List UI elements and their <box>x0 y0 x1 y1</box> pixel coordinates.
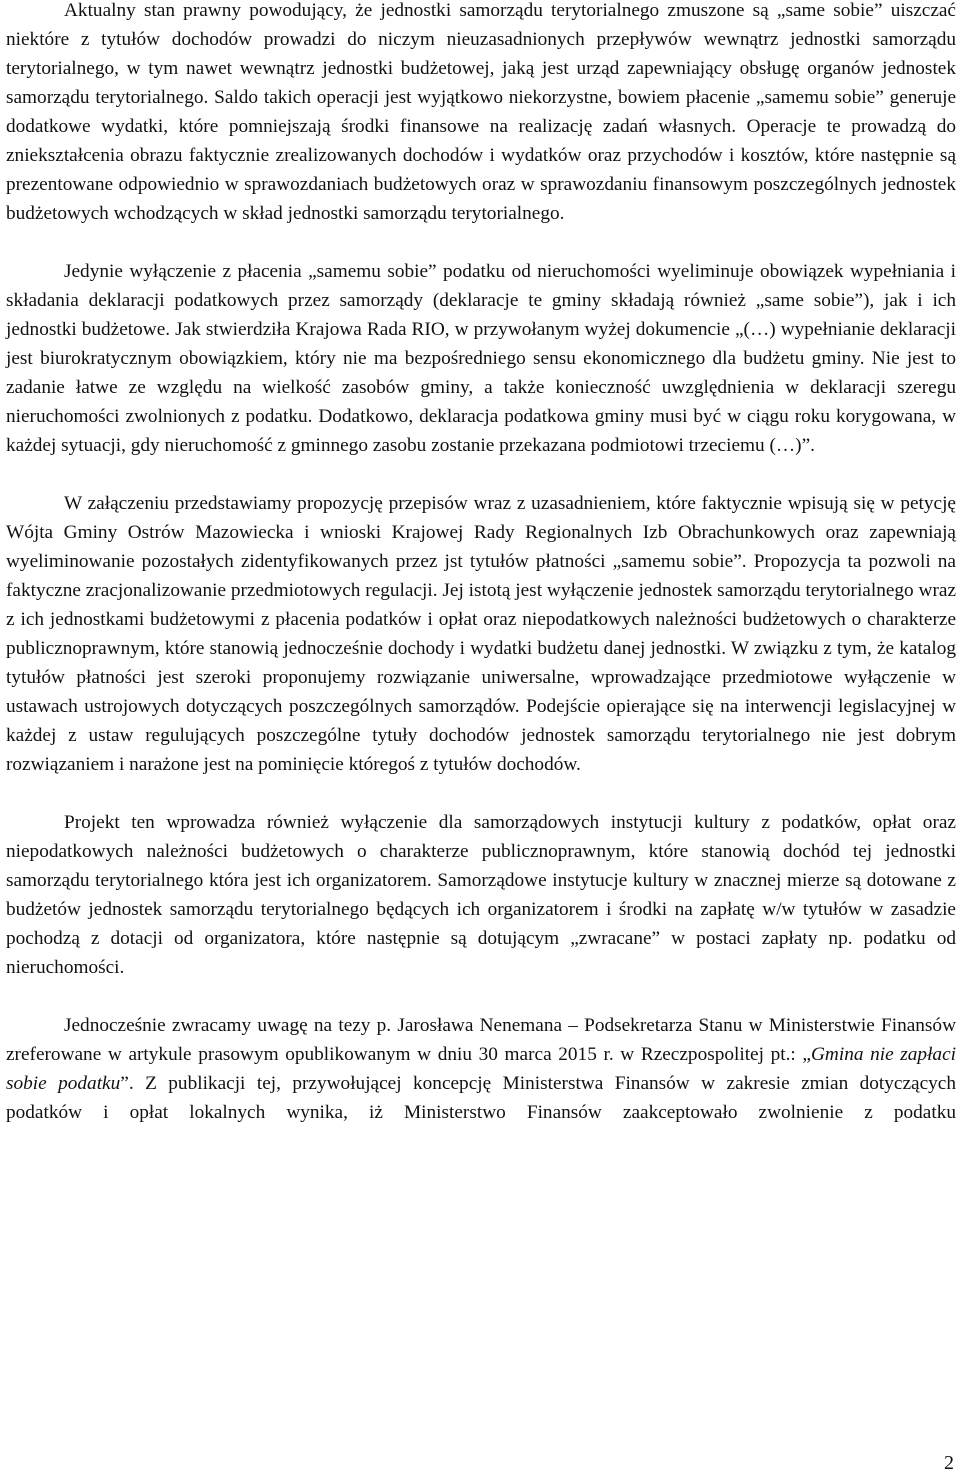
paragraph-2: Jedynie wyłączenie z płacenia „samemu sobie” podatku od nieruchomości wyeliminuje obowiązek wypełniania i składania deklaracji podatkowych przez samorządy (deklaracje te gminy składają również „same sobie”), jak i ich jednostki budżetowe. Jak stwierdziła Krajowa Rada RIO, w przywołanym wyżej dokumencie „(…) wypełnianie deklaracji jest biurokratycznym obowiązkiem, który nie ma bezpośredniego sensu ekonomicznego dla budżetu gminy. Nie jest to zadanie łatwe ze względu na wielkość zasobów gminy, a także konieczność uwzględnienia w deklaracji szeregu nieruchomości zwolnionych z podatku. Dodatkowo, deklaracja podatkowa gminy musi być w ciągu roku korygowana, w każdej sytuacji, gdy nieruchomość z gminnego zasobu zostanie przekazana podmiotowi trzeciemu (…)”. <box>6 261 956 456</box>
paragraph-3: W załączeniu przedstawiamy propozycję przepisów wraz z uzasadnieniem, które faktycznie wpisują się w petycję Wójta Gminy Ostrów Mazowiecka i wnioski Krajowej Rady Regionalnych Izb Obrachunkowych oraz zapewniają wyeliminowanie pozostałych zidentyfikowanych przez jst tytułów płatności „samemu sobie”. Propozycja ta pozwoli na faktyczne zracjonalizowanie przedmiotowych regulacji. Jej istotą jest wyłączenie jednostek samorządu terytorialnego wraz z ich jednostkami budżetowymi z płacenia podatków i opłat oraz niepodatkowych należności budżetowych o charakterze publicznoprawnym, które stanowią jednocześnie dochody i wydatki budżetu danej jednostki. W związku z tym, że katalog tytułów płatności jest szeroki proponujemy rozwiązanie uniwersalne, wprowadzające przedmiotowe wyłączenie w ustawach ustrojowych dotyczących poszczególnych samorządów. Podejście opierające się na interwencji legislacyjnej w każdej z ustaw regulujących poszczególne tytuły dochodów jednostek samorządu terytorialnego nie jest dobrym rozwiązaniem i narażone jest na pominięcie któregoś z tytułów dochodów. <box>6 493 956 775</box>
paragraph-5 <box>6 1011 956 1127</box>
paragraph-5-text-after-title: ”. Z publikacji tej, przywołującej koncepcję Ministerstwa Finansów w zakresie zmian dotyczących podatków i opłat lokalnych wynika, iż Ministerstwo Finansów zaakceptowało zwolnienie z podatku <box>6 1073 957 1123</box>
paragraph-1: Aktualny stan prawny powodujący, że jednostki samorządu terytorialnego zmuszone są „same sobie” uiszczać niektóre z tytułów dochodów prowadzi do niczym nieuzasadnionych przepływów wewnątrz jednostki samorządu terytorialnego, w tym nawet wewnątrz jednostki budżetowej, jaką jest urząd zapewniający obsługę organów jednostek samorządu terytorialnego. Saldo takich operacji jest wyjątkowo niekorzystne, bowiem płacenie „samemu sobie” generuje dodatkowe wydatki, które pomniejszają środki finansowe na realizację zadań własnych. Operacje te prowadzą do zniekształcenia obrazu faktycznie zrealizowanych dochodów i wydatków oraz przychodów i kosztów, które następnie są prezentowane odpowiednio w sprawozdaniach budżetowych oraz w sprawozdaniu finansowym poszczególnych jednostek budżetowych wchodzących w skład jednostki samorządu terytorialnego. <box>6 0 956 224</box>
paragraph-5-text-before-title: Jednocześnie zwracamy uwagę na tezy p. Jarosława Nenemana – Podsekretarza Stanu w Ministerstwie Finansów zreferowane w artykule prasowym opublikowanym w dniu 30 marca 2015 r. w Rzeczpospolitej pt.: „ <box>6 1015 956 1065</box>
article-title: Gmina nie zapłaci sobie podatku <box>6 1044 956 1094</box>
page-number: 2 <box>944 1452 954 1474</box>
paragraph-4: Projekt ten wprowadza również wyłączenie dla samorządowych instytucji kultury z podatków, opłat oraz niepodatkowych należności budżetowych o charakterze publicznoprawnym, które stanowią dochód tej jednostki samorządu terytorialnego która jest ich organizatorem. Samorządowe instytucje kultury w znacznej mierze są dotowane z budżetów jednostek samorządu terytorialnego będących ich organizatorem i środki na zapłatę w/w tytułów w zasadzie pochodzą z dotacji od organizatora, które następnie są dotującym „zwracane” w postaci zapłaty np. podatku od nieruchomości. <box>6 812 956 978</box>
